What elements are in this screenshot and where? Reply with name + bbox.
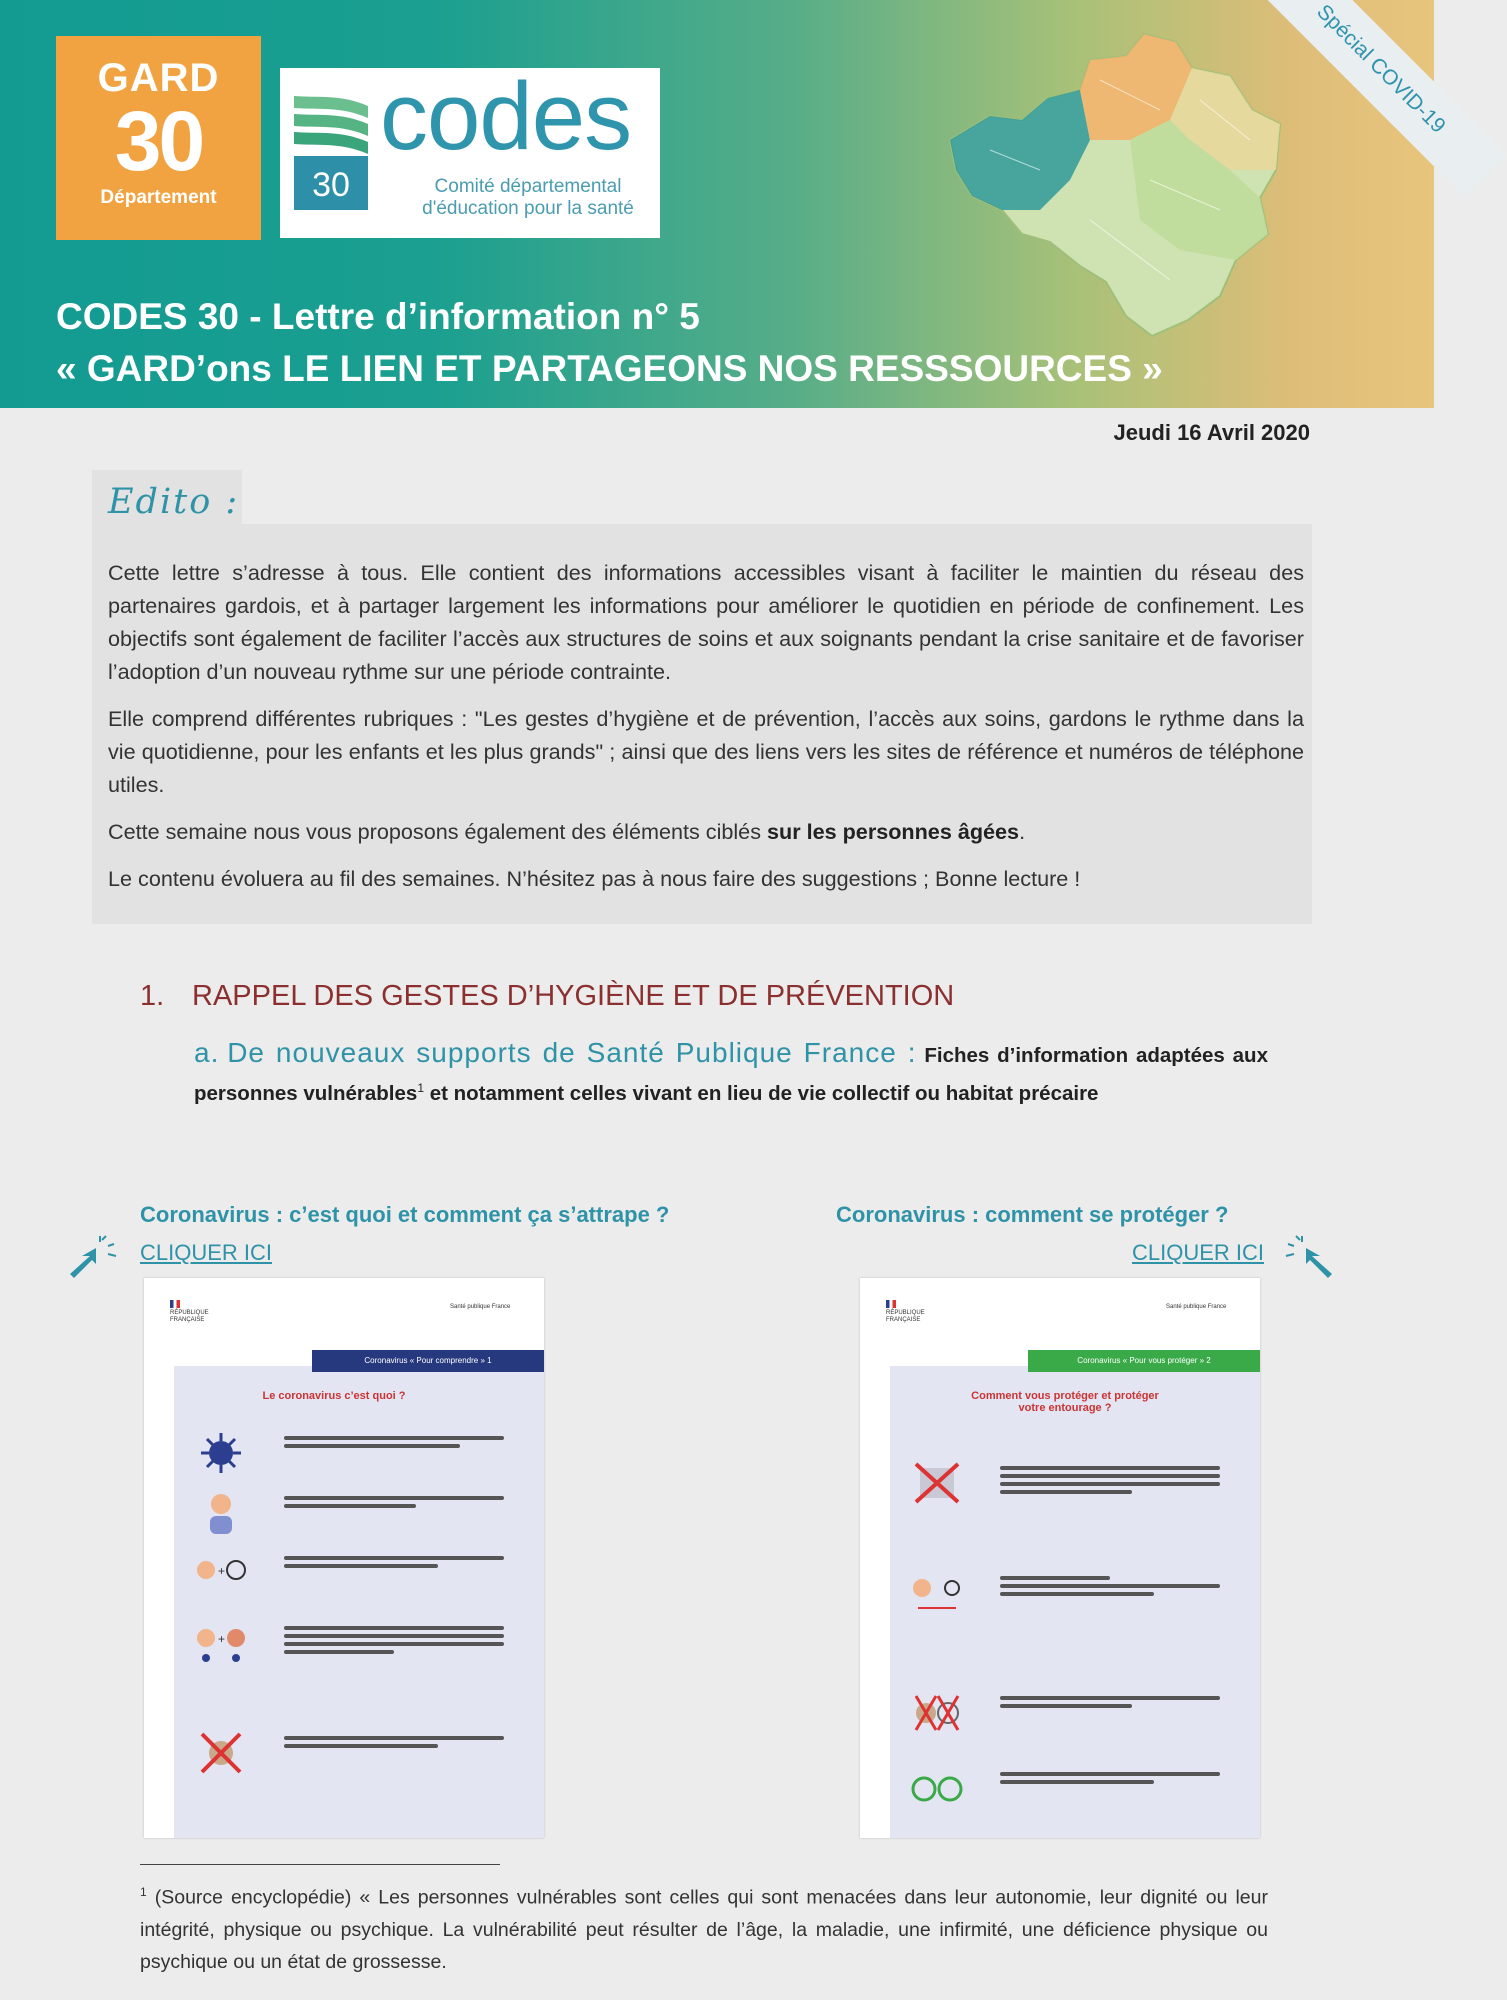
pointer-cursor-icon xyxy=(1272,1234,1336,1286)
resource-2-link[interactable]: CLIQUER ICI xyxy=(1132,1240,1265,1265)
edito-paragraph-1: Cette lettre s’adresse à tous. Elle contient des informations accessibles visant à faciliter le maintien du réseau des partenaires gardois, et à partager largement les informations pour améliorer le quotidien en période de confinement. Les objectifs sont également de faciliter l’accès aux structures de soins et aux soignants pendant la crise sanitaire et de favoriser l’adoption d’un nouveau rythme sur une période contrainte. xyxy=(108,560,1304,684)
distance-icon xyxy=(912,1568,962,1618)
edito-p3-emphasis: sur les personnes âgées xyxy=(767,819,1020,844)
resource-1-link[interactable]: CLIQUER ICI xyxy=(140,1240,273,1265)
edito-paragraph-2: Elle comprend différentes rubriques : "Les gestes d’hygiène et de prévention, l’accès aux soins, gardons le rythme dans la vie quotidienne, pour les enfants et les plus grands" ; ainsi que des liens vers les sites de référence et numéros de téléphone utiles. xyxy=(108,706,1304,797)
subsection-a xyxy=(194,1036,1268,1110)
edito-text xyxy=(108,556,1304,909)
people-risk-icon xyxy=(196,1618,246,1668)
flyer-2-banner: Coronavirus « Pour vous protéger » 2 xyxy=(1028,1350,1260,1372)
no-gathering-icon xyxy=(912,1458,962,1508)
flyer-2-row xyxy=(900,1764,1230,1820)
virus-icon xyxy=(196,1428,246,1478)
sneeze-tissue-icon xyxy=(912,1764,962,1814)
svg-text:+: + xyxy=(218,1632,226,1646)
subsection-a-text-2: et notamment celles vivant en lieu de vie collectif ou habitat précaire xyxy=(429,1081,1099,1105)
flyer-2-question: Comment vous protéger et protéger votre entourage ? xyxy=(971,1390,1159,1414)
resource-1-flyer[interactable] xyxy=(144,1278,544,1838)
flyer-2-republic-logo: RÉPUBLIQUE FRANÇAISE xyxy=(886,1300,946,1340)
subsection-a-letter: a. xyxy=(194,1037,220,1068)
section-1-number: 1. xyxy=(140,980,165,1012)
resource-1-title: Coronavirus : c’est quoi et comment ça s’attrape ? xyxy=(140,1202,670,1227)
gard-department-logo xyxy=(56,36,261,240)
edito-p3-end: . xyxy=(1019,819,1026,844)
edito-paragraph-4: Le contenu évoluera au fil des semaines. N’hésitez pas à nous faire des suggestions ; Bonne lecture ! xyxy=(108,866,1081,891)
newsletter-title: CODES 30 - Lettre d’information n° 5 xyxy=(56,296,700,337)
footnote-divider xyxy=(140,1864,500,1865)
flyer-2-row xyxy=(900,1458,1230,1514)
codes-mark-icon xyxy=(290,92,372,212)
codes-wordmark: codes xyxy=(380,63,632,170)
footnote xyxy=(140,1876,1268,1978)
flyer-1-question: Le coronavirus c’est quoi ? xyxy=(262,1390,406,1402)
codes-subtitle-line1: Comité départemental xyxy=(434,176,622,197)
subsection-a-text-1: Fiches d’information adaptées aux personnes vulnérables xyxy=(194,1044,1268,1105)
flyer-1-republic-logo: RÉPUBLIQUE FRANÇAISE xyxy=(170,1300,230,1340)
resource-2-flyer[interactable] xyxy=(860,1278,1260,1838)
subsection-a-lead: De nouveaux supports de Santé Publique France : xyxy=(227,1037,917,1068)
flyer-1-row xyxy=(184,1488,514,1544)
flyer-1-banner: Coronavirus « Pour comprendre » 1 xyxy=(312,1350,544,1372)
special-covid-ribbon: Spécial COVID-19 xyxy=(1253,0,1507,197)
codes-logo xyxy=(280,63,660,238)
flyer-1-row xyxy=(184,1548,514,1604)
resource-2-title: Coronavirus : comment se protéger ? xyxy=(836,1202,1229,1227)
flyer-1-row xyxy=(184,1428,514,1484)
svg-text:+: + xyxy=(218,1564,226,1578)
gard-logo-line1: GARD xyxy=(97,56,220,100)
no-contact-icon xyxy=(196,1728,246,1778)
footnote-reference[interactable]: 1 xyxy=(417,1081,424,1095)
newsletter-subtitle: « GARD’ons LE LIEN ET PARTAGEONS NOS RESSSOURCES » xyxy=(56,348,1163,389)
section-1-title: RAPPEL DES GESTES D’HYGIÈNE ET DE PRÉVENTION xyxy=(192,980,955,1012)
footnote-marker: 1 xyxy=(140,1885,147,1899)
footnote-text: (Source encyclopédie) « Les personnes vulnérables sont celles qui sont menacées dans leur autonomie, leur dignité ou leur intégrité, physique ou psychique. La vulnérabilité peut résulter de l’âge, la maladie, une infirmité, une déficience physique ou psychique ou un état de grossesse. xyxy=(140,1886,1268,1973)
edito-p3-start: Cette semaine nous vous proposons également des éléments ciblés xyxy=(108,819,767,844)
edito-title: Edito : xyxy=(108,482,240,522)
flyer-2-row xyxy=(900,1688,1230,1744)
flyer-1-row xyxy=(184,1618,514,1674)
flyer-1-row xyxy=(184,1728,514,1784)
faces-icon xyxy=(196,1548,246,1598)
pointer-cursor-icon xyxy=(66,1234,130,1286)
edito-paragraph-3 xyxy=(108,815,1304,848)
no-handshake-icon xyxy=(912,1688,962,1738)
header-banner xyxy=(0,0,1450,408)
sick-person-icon xyxy=(196,1488,246,1538)
publication-date: Jeudi 16 Avril 2020 xyxy=(1113,420,1310,445)
svg-text:30: 30 xyxy=(312,166,350,204)
codes-subtitle xyxy=(398,176,658,220)
section-1-heading xyxy=(140,980,954,1013)
flyer-2-spf-logo: Santé publique France xyxy=(1166,1304,1227,1310)
gard-logo-line3: Département xyxy=(100,187,217,208)
gard-logo-line2: 30 xyxy=(114,94,203,188)
gard-map-illustration xyxy=(930,20,1300,350)
flyer-1-spf-logo: Santé publique France xyxy=(450,1304,511,1310)
codes-subtitle-line2: d'éducation pour la santé xyxy=(422,198,634,219)
flyer-2-row xyxy=(900,1568,1230,1624)
